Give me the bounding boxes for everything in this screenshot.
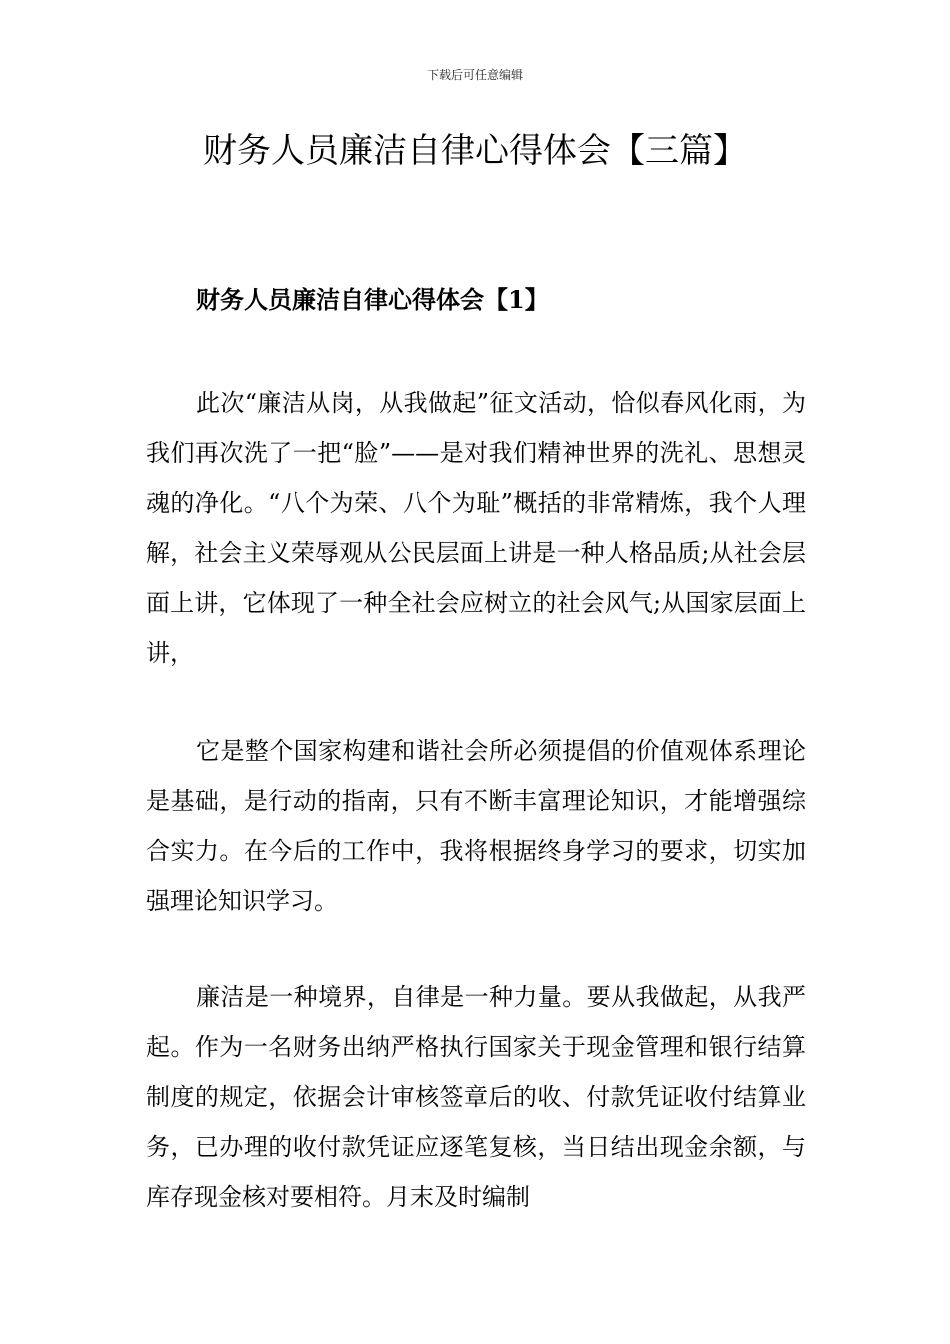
section-heading: 财务人员廉洁自律心得体会【1】 <box>196 285 549 314</box>
paragraph-3: 廉洁是一种境界，自律是一种力量。要从我做起，从我严起。作为一名财务出纳严格执行国家关于现金管理和银行结算制度的规定，依据会计审核签章后的收、付款凭证收付结算业务，已办理的收付款凭证应逐笔复核，当日结出现金余额，与库存现金核对要相符。月末及时编制 <box>146 983 806 1211</box>
paragraph-2: 它是整个国家构建和谐社会所必须提倡的价值观体系理论是基础，是行动的指南，只有不断丰富理论知识，才能增强综合实力。在今后的工作中，我将根据终身学习的要求，切实加强理论知识学习。 <box>146 737 806 915</box>
header-note: 下载后可任意编辑 <box>426 68 523 82</box>
paragraph-1: 此次“廉洁从岗，从我做起”征文活动，恰似春风化雨，为我们再次洗了一把“脸”——是对我们精神世界的洗礼、思想灵魂的净化。“八个为荣、八个为耻”概括的非常精炼，我个人理解，社会主义荣辱观从公民层面上讲是一种人格品质;从社会层面上讲，它体现了一种全社会应树立的社会风气;从国家层面上讲， <box>146 389 806 667</box>
document-title: 财务人员廉洁自律心得体会【三篇】 <box>203 131 747 171</box>
